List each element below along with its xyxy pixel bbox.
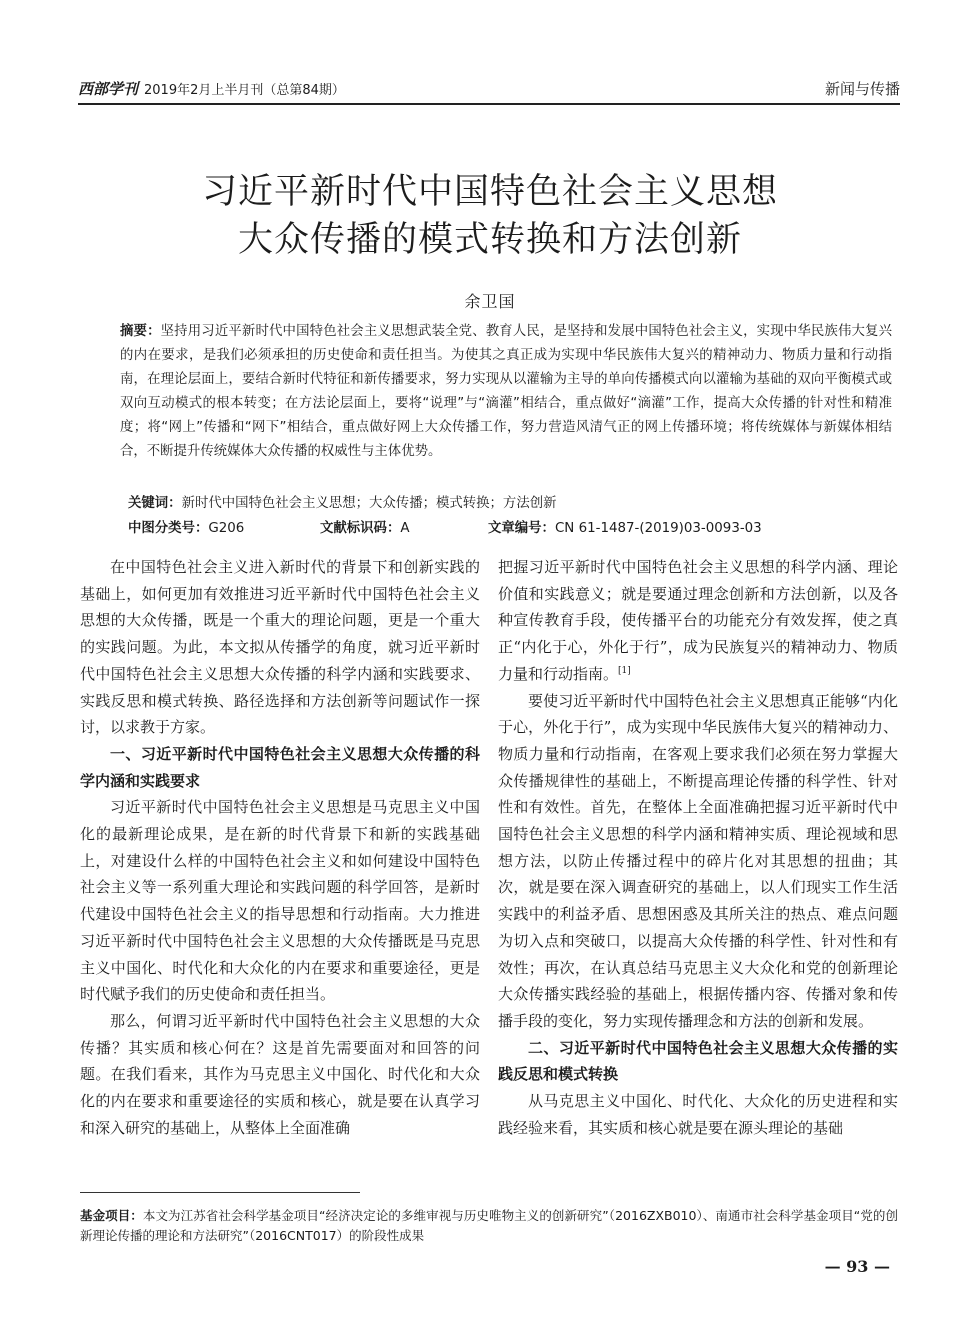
body-column-left <box>80 554 480 1141</box>
clc-label: 中图分类号： <box>128 521 209 536</box>
footnote-divider <box>80 1192 360 1193</box>
section-heading-1: 一、习近平新时代中国特色社会主义思想大众传播的科学内涵和实践要求 <box>80 744 480 790</box>
paragraph <box>498 554 898 688</box>
keywords <box>128 492 892 511</box>
title-line-1: 习近平新时代中国特色社会主义思想 <box>201 172 778 212</box>
clc-value: G206 <box>208 521 245 536</box>
header-divider <box>78 103 900 105</box>
article-value: CN 61-1487-(2019)03-0093-03 <box>554 521 762 536</box>
paragraph: 要使习近平新时代中国特色社会主义思想真正能够“内化于心，外化于行”，成为实现中华民族伟大复兴的精神动力、物质力量和行动指南，在客观上要求我们必须在努力掌握大众传播规律性的基础上，不断提高理论传播的科学性、针对性和有效性。首先，在整体上全面准确把握习近平新时代中国特色社会主义思想的科学内涵和精神实质、理论视域和思想方法，以防止传播过程中的碎片化对其思想的扭曲；其次，就是要在深入调查研究的基础上，以人们现实工作生活实践中的利益矛盾、思想困惑及其所关注的热点、难点问题为切入点和突破口，以提高大众传播的科学性、针对性和有效性；再次，在认真总结马克思主义大众化和党的创新理论大众传播实践经验的基础上，根据传播内容、传播对象和传播手段的变化，努力实现传播理念和方法的创新和发展。 <box>498 691 898 1030</box>
doc-value: A <box>400 521 410 536</box>
abstract <box>120 320 892 464</box>
abstract-text: 坚持用习近平新时代中国特色社会主义思想武装全党、教育人民，是坚持和发展中国特色社会主义，实现中华民族伟大复兴的内在要求，是我们必须承担的历史使命和责任担当。为使其之真正成为实现中华民族伟大复兴的精神动力、物质力量和行动指南，在理论层面上，要结合新时代特征和新传播要求，努力实现从以灌输为主导的单向传播模式向以灌输为基础的双向平衡模式或双向互动模式的根本转变；在方法论层面上，要将“说理”与“滴灌”相结合，重点做好“滴灌”工作，提高大众传播的针对性和精准度；将“网上”传播和“网下”相结合，重点做好网上大众传播工作，努力营造风清气正的网上传播环境；将传统媒体与新媒体相结合，不断提升传统媒体大众传播的权威性与主体优势。 <box>120 324 892 459</box>
body-column-right <box>498 554 898 1141</box>
section-heading-2: 二、习近平新时代中国特色社会主义思想大众传播的实践反思和模式转换 <box>498 1038 898 1084</box>
column-name: 新闻与传播 <box>824 80 900 98</box>
title-line-2: 大众传播的模式转换和方法创新 <box>237 220 742 260</box>
keywords-text: 新时代中国特色社会主义思想；大众传播；模式转换；方法创新 <box>181 496 557 511</box>
paragraph: 那么，何谓习近平新时代中国特色社会主义思想的大众传播？其实质和核心何在？这是首先需要面对和回答的问题。在我们看来，其作为马克思主义中国化、时代化和大众化的内在要求和重要途径的实质和核心，就是要在认真学习和深入研究的基础上，从整体上全面准确 <box>80 1011 480 1137</box>
article-title <box>100 168 880 264</box>
footnote <box>80 1206 898 1246</box>
issue-info: 2019年2月上半月刊（总第84期） <box>144 83 345 98</box>
article-label: 文章编号： <box>488 521 555 536</box>
paragraph: 习近平新时代中国特色社会主义思想是马克思主义中国化的最新理论成果，是在新的时代背景下和新的实践基础上，对建设什么样的中国特色社会主义和如何建设中国特色社会主义等一系列重大理论和实践问题的科学回答，是新时代建设中国特色社会主义的指导思想和行动指南。大力推进习近平新时代中国特色社会主义思想的大众传播既是马克思主义中国化、时代化和大众化的内在要求和重要途径，更是时代赋予我们的历史使命和责任担当。 <box>80 798 480 1004</box>
keywords-label: 关键词： <box>128 496 182 511</box>
footnote-label: 基金项目： <box>80 1208 143 1223</box>
document-code <box>320 517 410 536</box>
running-header <box>78 74 900 100</box>
article-number <box>488 517 762 536</box>
clc-number <box>128 517 244 536</box>
journal-name: 西部学刊 <box>78 80 139 98</box>
citation-ref: [1] <box>618 665 631 676</box>
doc-label: 文献标识码： <box>320 521 401 536</box>
paragraph: 从马克思主义中国化、时代化、大众化的历史进程和实践经验来看，其实质和核心就是要在源头理论的基础 <box>498 1092 898 1137</box>
paragraph-text: 把握习近平新时代中国特色社会主义思想的科学内涵、理论价值和实践意义；就是要通过理念创新和方法创新，以及各种宣传教育手段，使传播平台的功能充分有效发挥，使之真正“内化于心，外化于行”，成为民族复兴的精神动力、物质力量和行动指南。 <box>498 558 898 683</box>
paragraph: 在中国特色社会主义进入新时代的背景下和创新实践的基础上，如何更加有效推进习近平新时代中国特色社会主义思想的大众传播，既是一个重大的理论问题，更是一个重大的实践问题。为此，本文拟从传播学的角度，就习近平新时代中国特色社会主义思想大众传播的科学内涵和实践要求、实践反思和模式转换、路径选择和方法创新等问题试作一探讨，以求教于方家。 <box>80 558 480 737</box>
footnote-text: 本文为江苏省社会科学基金项目“经济决定论的多维审视与历史唯物主义的创新研究”（2016ZXB010）、南通市社会科学基金项目“党的创新理论传播的理论和方法研究”（2016CNT017）的阶段性成果 <box>80 1208 898 1243</box>
abstract-label: 摘要： <box>120 324 161 339</box>
page-number: — 93 — <box>824 1257 890 1276</box>
author-name: 余卫国 <box>464 292 516 311</box>
article-meta <box>128 517 892 537</box>
